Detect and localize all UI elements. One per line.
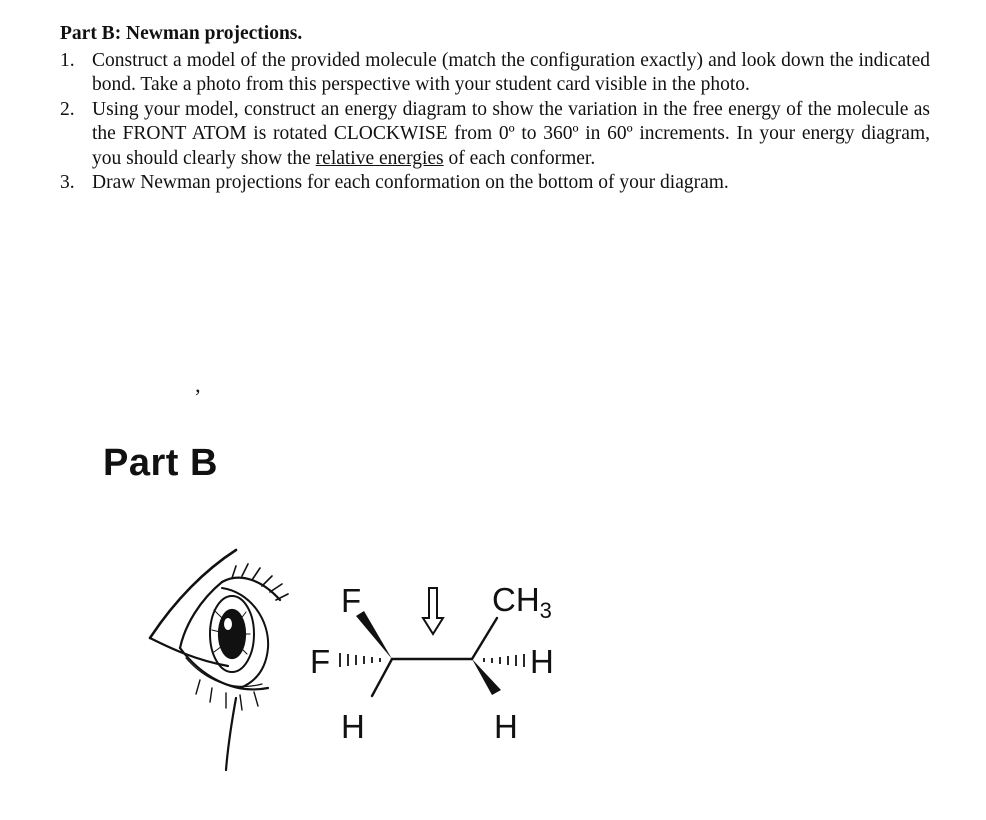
section-heading: Part B: Newman projections. — [60, 23, 303, 44]
steps-list — [60, 49, 930, 196]
h-wedge-bond — [472, 659, 501, 695]
left-f-label: F — [310, 643, 331, 680]
step-text-end: of each conformer. — [443, 147, 596, 169]
eye-icon — [150, 550, 288, 770]
right-bottom-h-label: H — [494, 708, 518, 745]
step-text: Using your model, construct an energy diagram to show the variation in the free energy of the molecule as the FRONT ATOM is rotated CLOCKWISE from 0º to 360º in 60º increments. In your energy diagram, you should clearly show the — [92, 98, 930, 169]
h-hash-bond — [484, 654, 524, 667]
step-text-underlined: relative energies — [315, 147, 444, 169]
ch3-label-subscript: 3 — [539, 598, 552, 623]
step-3 — [60, 171, 930, 196]
ch3-label-main: CH — [492, 581, 540, 618]
left-h-bond — [372, 659, 392, 696]
step-number: 2. — [60, 98, 75, 120]
f-wedge-bond — [356, 611, 392, 659]
step-2 — [60, 98, 930, 172]
step-number: 1. — [60, 49, 75, 71]
left-bottom-h-label: H — [341, 708, 365, 745]
instructions-section — [60, 22, 930, 196]
ch3-bond — [472, 618, 497, 659]
stray-mark: ’ — [194, 384, 202, 409]
step-text: Construct a model of the provided molecule (match the configuration exactly) and look down the indicated bond. Take a photo from this perspective with your student card visible in the photo. — [92, 49, 930, 95]
step-1 — [60, 49, 930, 98]
left-top-f-label: F — [341, 582, 362, 619]
f-hash-bond — [340, 653, 380, 667]
step-number: 3. — [60, 172, 75, 193]
part-label: Part B — [103, 442, 218, 484]
down-arrow — [423, 588, 443, 634]
step-text: Draw Newman projections for each conformation on the bottom of your diagram. — [92, 172, 729, 193]
molecule-figure — [0, 530, 986, 820]
ch3-label — [492, 581, 552, 623]
right-h-label: H — [530, 643, 554, 680]
